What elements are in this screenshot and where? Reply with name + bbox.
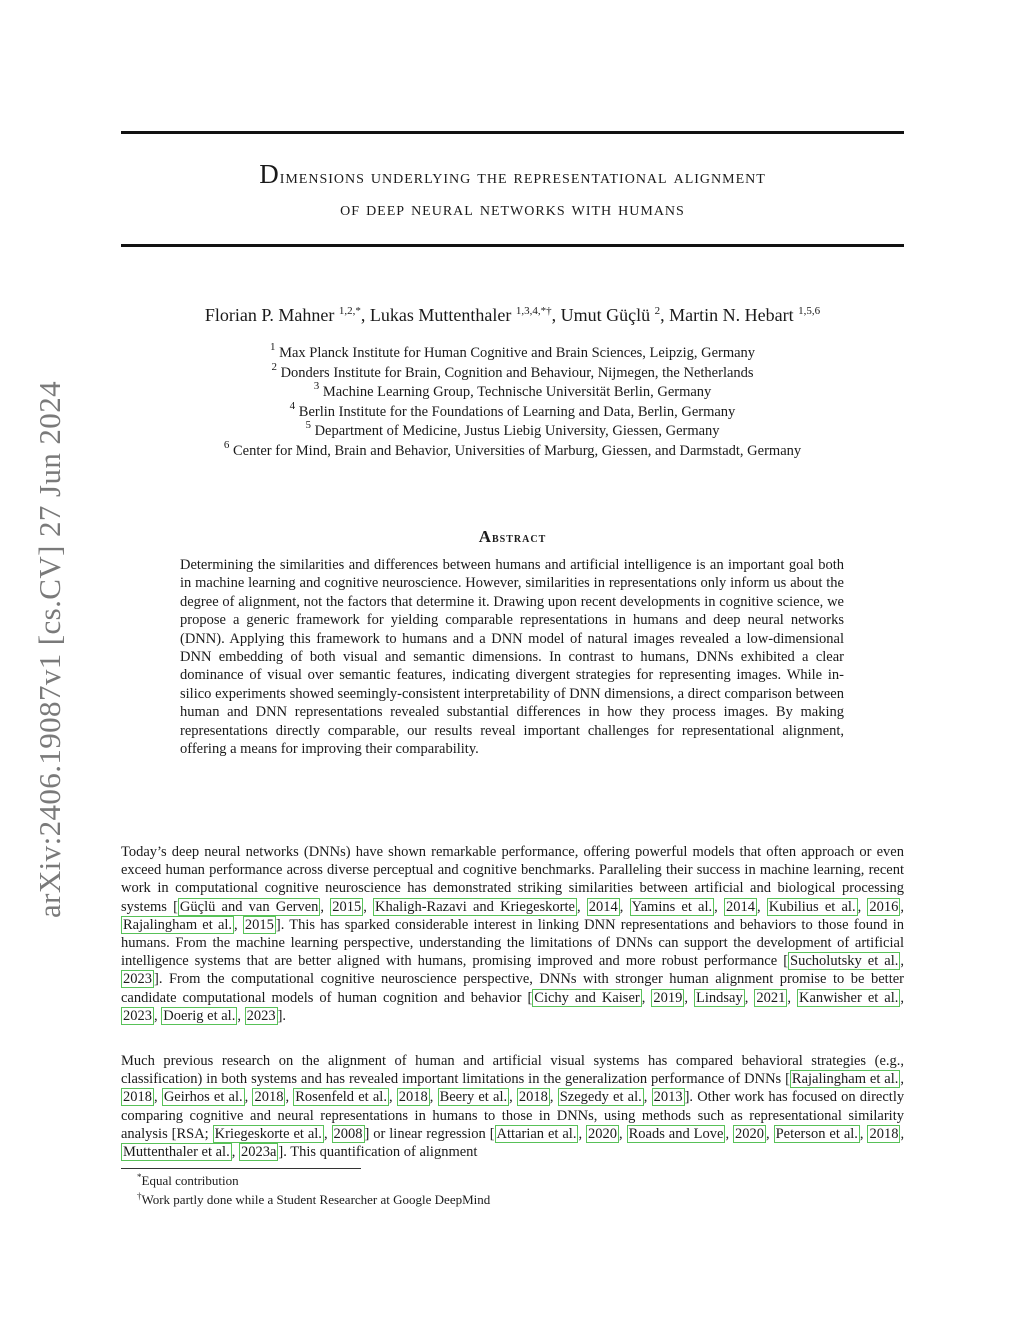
paragraph-text: ,	[509, 1089, 517, 1106]
footnotes	[137, 1172, 490, 1209]
citation-link[interactable]: Muttenthaler et al.	[123, 1144, 230, 1161]
citation-link[interactable]: Kriegeskorte et al.	[214, 1125, 322, 1142]
paragraph-text: ]. This quantification of alignment	[278, 1144, 478, 1161]
paragraph-text: ]. This has sparked considerable interest in linking DNN representations and behaviors to those found in humans. From the machine learning perspective, understanding the limitations of DNNs can support the development of artificial intelligence systems that are better aligned with humans, promising improved and more robust performance [	[121, 916, 904, 970]
title-initial: D	[259, 159, 280, 189]
paragraph-text: ,	[900, 953, 904, 970]
citation-link[interactable]: Kubilius et al.	[768, 898, 856, 915]
citation-link[interactable]: 2013	[653, 1089, 683, 1106]
paragraph-text: ,	[859, 1125, 868, 1142]
affiliation-number: 5	[305, 419, 311, 432]
citation-link[interactable]: 2016	[869, 898, 899, 915]
paragraph-text: ,	[154, 1007, 162, 1024]
affiliation	[121, 380, 904, 403]
citation-link[interactable]: 2014	[588, 898, 618, 915]
citation-link[interactable]: 2018	[123, 1089, 152, 1106]
affiliation-text: Donders Institute for Brain, Cognition and Behaviour, Nijmegen, the Netherlands	[280, 364, 754, 381]
author-separator: ,	[551, 305, 561, 325]
author-name: Florian P. Mahner	[204, 305, 335, 325]
affiliation	[121, 419, 904, 442]
citation-link[interactable]: 2008	[333, 1125, 363, 1142]
paragraph-text: ,	[766, 1125, 774, 1142]
abstract-heading	[121, 527, 904, 547]
affiliation-list	[121, 341, 904, 462]
citation-link[interactable]: Rajalingham et al.	[791, 1071, 899, 1088]
affiliation-number: 6	[223, 438, 230, 451]
citation-link[interactable]: 2023	[123, 971, 152, 988]
citation-link[interactable]: 2019	[653, 989, 683, 1006]
footnote-mark: †	[137, 1190, 142, 1201]
paragraph-text: ,	[641, 989, 652, 1006]
affiliation-text: Berlin Institute for the Foundations of Learning and Data, Berlin, Germany	[298, 403, 736, 420]
title-line-2: of deep neural networks with humans	[340, 198, 685, 220]
paragraph-text: ,	[643, 1089, 652, 1106]
paragraph-text: ,	[619, 898, 630, 915]
paragraph-text: ,	[323, 1125, 332, 1142]
paragraph-text: ,	[244, 1089, 253, 1106]
abstract-text: Determining the similarities and differences between humans and artificial intelligence is an important goal both in machine learning and cognitive neuroscience. However, similarities in representations only inform us about the degree of alignment, not the factors that determine it. Drawing upon recent developments in cognitive science, we propose a generic framework for yielding comparable representations in humans and deep neural networks (DNN). Applying this framework to humans and a DNN model of natural images revealed a low-dimensional DNN embedding of both visual and semantic dimensions. In contrast to humans, DNNs exhibited a clear dominance of visual over semantic features, indicating divergent strategies for representing images. While in-silico experiments showed seemingly-consistent interpretability of DNN dimensions, a direct comparison between human and DNN representations revealed substantial differences in how they process images. By making representations directly comparable, our results reveal important challenges for representational alignment, offering a means for improving their comparability.	[180, 557, 844, 758]
citation-link[interactable]: Beery et al.	[439, 1089, 508, 1106]
paragraph-text: ,	[388, 1089, 397, 1106]
paragraph-text: ]. Other work has focused on directly comparing cognitive and neural representations in humans to those in DNNs, using methods such as representational similarity analysis [RSA;	[121, 1089, 905, 1142]
paragraph-text: ]. From the computational cognitive neuroscience perspective, DNNs with stronger human alignment promise to be better candidate computational models of human cognition and behavior [	[121, 971, 904, 1006]
paragraph-text: Much previous research on the alignment of human and artificial visual systems has compared behavioral strategies (e.g., classification) in both systems and has revealed important limitations in the generalization performance of DNNs [	[121, 1053, 904, 1088]
affiliation-text: Department of Medicine, Justus Liebig University, Giessen, Germany	[314, 423, 720, 440]
paragraph-text: ,	[285, 1089, 294, 1106]
author-separator: ,	[360, 305, 370, 325]
paragraph-text: ,	[549, 1089, 558, 1106]
affiliation	[121, 399, 904, 423]
paragraph-text: ,	[725, 1125, 733, 1142]
paragraph-text: ,	[578, 1125, 587, 1142]
affiliation	[121, 360, 904, 384]
paragraph-text: ,	[857, 898, 868, 915]
paragraph-text: ,	[714, 898, 724, 915]
affiliation-number: 1	[269, 341, 276, 353]
citation-link[interactable]: 2018	[869, 1125, 899, 1142]
paragraph-text: Today’s deep neural networks (DNNs) have shown remarkable performance, offering powerful models that often approach or even exceed human performance across diverse perceptual and cognitive benchmarks. Paralleling their success in machine learning, recent work in computational cognitive neuroscience has demonstrated striking similarities between artificial and biological processing systems [	[121, 844, 904, 915]
citation-link[interactable]: Güçlü and van Gerven	[179, 898, 319, 915]
arxiv-identifier: arXiv:2406.19087v1 [cs.CV] 27 Jun 2024	[32, 381, 67, 919]
author-affiliation-marks: 2	[654, 305, 661, 317]
citation-link[interactable]: 2020	[588, 1125, 618, 1142]
citation-link[interactable]: 2020	[735, 1125, 764, 1142]
citation-link[interactable]: Cichy and Kaiser	[534, 989, 640, 1006]
citation-link[interactable]: Sucholutsky et al.	[790, 953, 899, 970]
citation-link[interactable]: 2023	[123, 1007, 152, 1024]
citation-link[interactable]: Rajalingham et al.	[123, 916, 233, 933]
affiliation-text: Max Planck Institute for Human Cognitive and Brain Sciences, Leipzig, Germany	[279, 345, 756, 361]
paragraph-text: ,	[429, 1089, 438, 1106]
citation-link[interactable]: Kanwisher et al.	[799, 989, 899, 1006]
citation-link[interactable]: 2015	[244, 916, 274, 933]
affiliation-text: Center for Mind, Brain and Behavior, Universities of Marburg, Giessen, and Darmstadt, Germany	[232, 442, 802, 459]
author-affiliation-marks: 1,3,4,*†	[515, 305, 552, 317]
paragraph-text: ,	[231, 1144, 239, 1161]
title-line-1: imensions underlying the representational alignment	[279, 166, 766, 188]
footnote-rule	[121, 1168, 361, 1169]
paragraph-text: ,	[756, 898, 767, 915]
author-separator: ,	[660, 305, 670, 325]
paper-title	[121, 158, 904, 225]
paragraph-text: ,	[234, 916, 243, 933]
affiliation	[121, 438, 904, 462]
citation-link[interactable]: 2015	[332, 898, 362, 915]
footnote	[137, 1191, 490, 1210]
citation-link[interactable]: 2018	[518, 1089, 548, 1106]
title-rule-bottom	[121, 244, 904, 247]
citation-link[interactable]: Yamins et al.	[631, 898, 713, 915]
paragraph-text: ,	[237, 1007, 245, 1024]
citation-link[interactable]: Roads and Love	[628, 1125, 724, 1142]
citation-link[interactable]: Doerig et al.	[163, 1007, 236, 1024]
footnote-text: Equal contribution	[141, 1173, 239, 1188]
author-name: Martin N. Hebart	[669, 305, 794, 325]
body-paragraph-2	[121, 1052, 904, 1161]
author	[669, 305, 820, 325]
paragraph-text: ,	[576, 898, 587, 915]
citation-link[interactable]: Peterson et al.	[775, 1125, 858, 1142]
paragraph-text: ,	[154, 1089, 162, 1106]
citation-link[interactable]: Attarian et al.	[496, 1125, 577, 1142]
author	[205, 305, 370, 325]
citation-link[interactable]: Geirhos et al.	[163, 1089, 243, 1106]
citation-link[interactable]: Khaligh-Razavi and Kriegeskorte	[375, 898, 575, 915]
author	[370, 305, 561, 325]
paragraph-text: ,	[900, 898, 905, 915]
author-affiliation-marks: 1,2,*	[338, 305, 361, 317]
title-rule-top	[121, 131, 904, 134]
footnote-text: Work partly done while a Student Researcher at Google DeepMind	[141, 1191, 491, 1207]
paragraph-text: ,	[900, 989, 905, 1006]
paragraph-text: ,	[787, 989, 797, 1006]
citation-link[interactable]: 2018	[398, 1089, 428, 1106]
paragraph-text: ].	[277, 1007, 287, 1024]
paragraph-text: ,	[900, 1071, 904, 1088]
author-affiliation-marks: 1,5,6	[798, 305, 821, 317]
author-name: Umut Güçlü	[560, 305, 651, 325]
paragraph-text: ,	[363, 898, 374, 915]
abstract-heading-initial: A	[478, 527, 493, 546]
author-name: Lukas Muttenthaler	[369, 305, 512, 325]
affiliation-text: Machine Learning Group, Technische Universität Berlin, Germany	[322, 384, 712, 401]
citation-link[interactable]: 2023a	[240, 1144, 277, 1161]
paragraph-text: ,	[684, 989, 694, 1006]
paragraph-text: ,	[744, 989, 755, 1006]
affiliation-number: 3	[313, 380, 320, 393]
body-paragraph-1	[121, 843, 904, 1025]
citation-link[interactable]: Rosenfeld et al.	[295, 1089, 387, 1106]
affiliation	[121, 341, 904, 364]
author	[561, 305, 670, 325]
citation-link[interactable]: 2018	[254, 1089, 284, 1106]
footnote-mark: *	[137, 1172, 142, 1182]
citation-link[interactable]: 2021	[756, 989, 786, 1006]
citation-link[interactable]: 2023	[246, 1007, 276, 1024]
affiliation-number: 2	[271, 360, 277, 373]
paragraph-text: ,	[320, 898, 331, 915]
affiliation-number: 4	[289, 399, 296, 412]
author-list	[121, 303, 904, 327]
footnote	[137, 1172, 490, 1191]
abstract-heading-rest: bstract	[492, 531, 547, 546]
paragraph-text: ,	[619, 1125, 627, 1142]
paragraph-text: ,	[900, 1125, 905, 1142]
paragraph-text: ] or linear regression [	[364, 1125, 495, 1142]
citation-link[interactable]: Lindsay	[696, 989, 743, 1006]
citation-link[interactable]: 2014	[725, 898, 755, 915]
citation-link[interactable]: Szegedy et al.	[559, 1089, 642, 1106]
